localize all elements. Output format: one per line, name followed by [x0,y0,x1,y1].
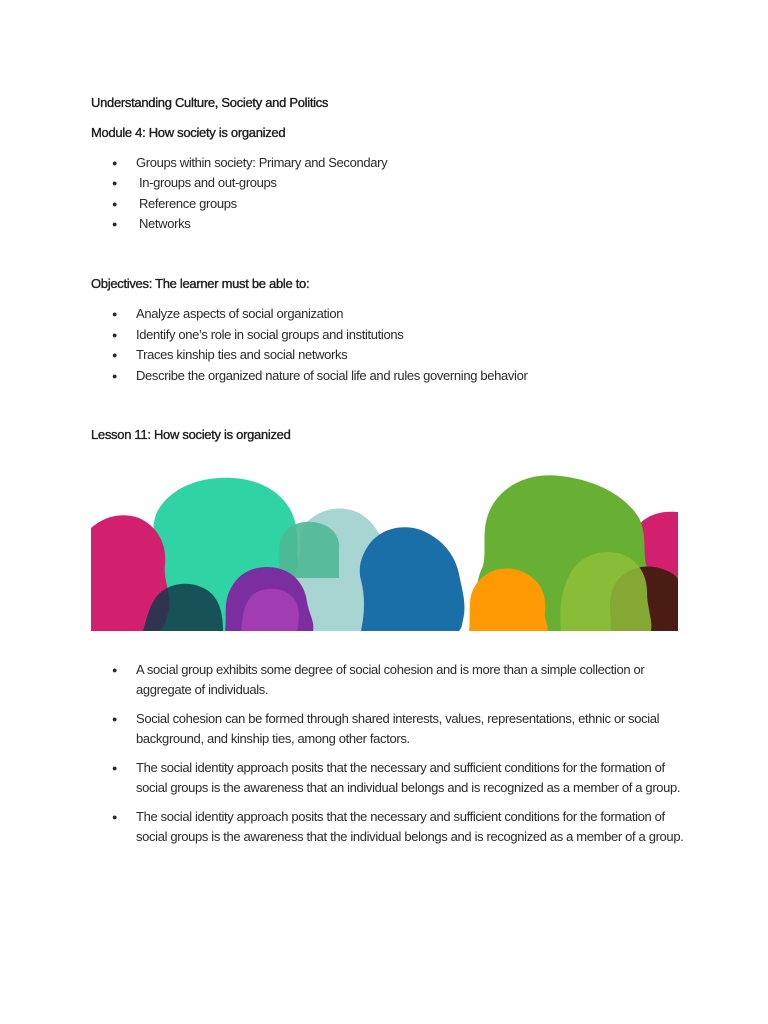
lesson-title: Lesson 11: How society is organized [91,427,291,442]
lesson-points-list [112,660,696,856]
list-item [112,214,387,234]
list-item [112,345,527,366]
bullet-icon: ● [112,371,118,382]
bullet-icon: ● [112,812,118,822]
list-item-text: Reference groups [139,195,237,211]
list-item-text: In-groups and out-groups [139,175,277,191]
list-item [112,366,528,387]
bullet-icon: ● [112,218,118,229]
bullet-icon: ● [112,198,118,209]
list-item-text: The social identity approach posits that the necessary and sufficient conditions for the formation of social groups is the awareness that the individual belongs and is recognized as a member of a group. [136,809,684,844]
list-item [112,709,696,748]
bullet-icon: ● [112,158,118,168]
people-silhouettes-illustration [91,468,678,631]
bullet-icon: ● [112,350,118,361]
module-title: Module 4: How society is organized [91,125,286,140]
objectives-list [112,304,528,387]
course-title: Understanding Culture, Society and Politics [91,95,329,110]
list-item-text: Traces kinship ties and social networks [136,347,348,363]
list-item [112,194,387,214]
bullet-icon: ● [112,329,118,340]
bullet-icon: ● [112,714,118,724]
list-item-text: Networks [139,215,191,231]
list-item [112,660,696,699]
module-topics-list [112,153,388,234]
list-item-text: A social group exhibits some degree of social cohesion and is more than a simple collection or aggregate of individuals. [136,662,645,697]
list-item-text: Identify one’s role in social groups and institutions [136,326,404,342]
people-silhouettes-icon [91,468,678,631]
list-item-text: Groups within society: Primary and Secondary [136,155,388,170]
list-item [112,153,388,173]
bullet-icon: ● [112,178,118,189]
list-item [112,304,527,325]
bullet-icon: ● [112,309,118,319]
list-item [112,173,387,193]
list-item-text: Describe the organized nature of social life and rules governing behavior [136,368,528,384]
list-item-text: Analyze aspects of social organization [136,306,344,321]
objectives-heading: Objectives: The learner must be able to: [91,276,310,291]
list-item-text: The social identity approach posits that the necessary and sufficient conditions for the formation of social groups is the awareness that an individual belongs and is recognized as a member of a group. [136,760,681,795]
bullet-icon: ● [112,665,118,675]
list-item [112,325,527,346]
list-item [112,758,696,797]
list-item [112,807,696,846]
list-item-text: Social cohesion can be formed through shared interests, values, representations, ethnic or social background, and kinship ties, among other factors. [136,711,660,746]
bullet-icon: ● [112,763,118,773]
